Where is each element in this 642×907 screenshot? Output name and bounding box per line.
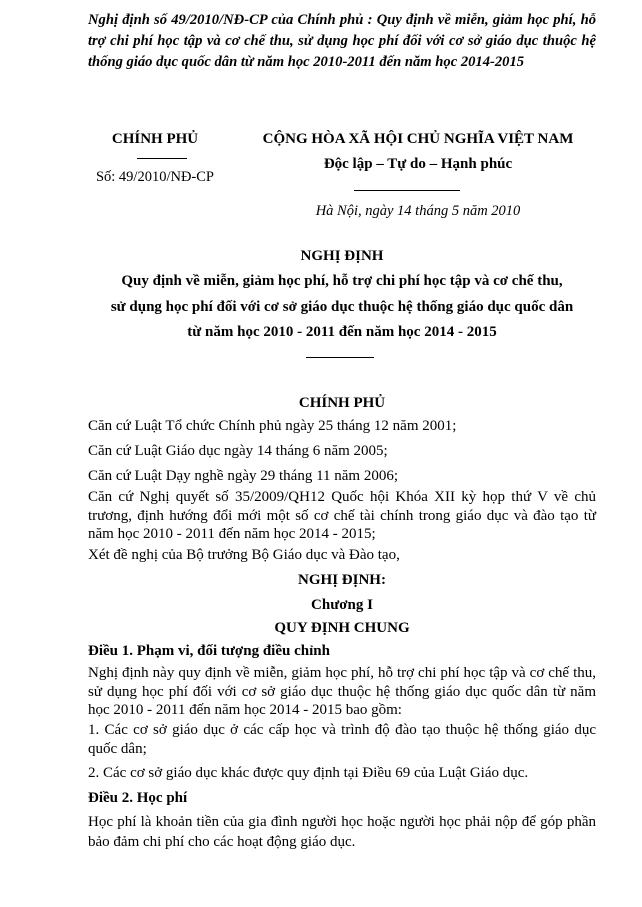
preamble-heading: CHÍNH PHỦ bbox=[298, 395, 386, 411]
article-1-item-1: 1. Các cơ sở giáo dục ở các cấp học và trình độ đào tạo thuộc hệ thống giáo dục quốc dân; bbox=[88, 722, 596, 757]
decree-subtitle-line-3: từ năm học 2010 - 2011 đến năm học 2014 - 2015 bbox=[187, 324, 497, 340]
issuer-underline bbox=[137, 158, 187, 159]
country-name: CỘNG HÒA XÃ HỘI CHỦ NGHĨA VIỆT NAM bbox=[262, 131, 574, 147]
issuer-name: CHÍNH PHỦ bbox=[111, 131, 199, 147]
decree-number: Số: 49/2010/NĐ-CP bbox=[95, 169, 215, 185]
decrees-label: NGHỊ ĐỊNH: bbox=[298, 572, 386, 588]
national-motto: Độc lập – Tự do – Hạnh phúc bbox=[323, 156, 513, 172]
legal-basis-1: Căn cứ Luật Tổ chức Chính phủ ngày 25 tháng 12 năm 2001; bbox=[88, 418, 457, 434]
article-2-title: Điều 2. Học phí bbox=[88, 790, 188, 806]
title-underline bbox=[306, 357, 374, 358]
motto-underline bbox=[354, 190, 460, 191]
article-1-item-2: 2. Các cơ sở giáo dục khác được quy định tại Điều 69 của Luật Giáo dục. bbox=[88, 765, 529, 781]
legal-basis-2: Căn cứ Luật Giáo dục ngày 14 tháng 6 năm 2005; bbox=[88, 443, 388, 459]
proposal-line: Xét đề nghị của Bộ trưởng Bộ Giáo dục và Đào tạo, bbox=[88, 547, 400, 563]
article-1-title: Điều 1. Phạm vi, đối tượng điều chỉnh bbox=[88, 643, 330, 659]
legal-basis-3: Căn cứ Luật Dạy nghề ngày 29 tháng 11 năm 2006; bbox=[88, 468, 399, 484]
document-title: Nghị định số 49/2010/NĐ-CP của Chính phủ : Quy định về miễn, giảm học phí, hỗ trợ chi phí học tập và cơ chế thu, sử dụng học phí đối với cơ sở giáo dục thuộc hệ thống giáo dục quốc dân từ năm học 2010-2011 đến năm học 2014-2015 bbox=[88, 12, 596, 70]
place-date: Hà Nội, ngày 14 tháng 5 năm 2010 bbox=[315, 203, 521, 219]
chapter-title: QUY ĐỊNH CHUNG bbox=[274, 620, 410, 636]
article-1-intro: Nghị định này quy định về miễn, giảm học phí, hỗ trợ chi phí học tập và cơ chế thu, sử dụng học phí đối với cơ sở giáo dục thuộc hệ thống giáo dục quốc dân từ năm học 2010 - 2011 đến năm học 2014 - 2015 bao gồm: bbox=[88, 665, 596, 718]
chapter-number: Chương I bbox=[311, 597, 373, 613]
decree-subtitle-line-2: sử dụng học phí đối với cơ sở giáo dục thuộc hệ thống giáo dục quốc dân bbox=[110, 299, 574, 315]
article-2-text: Học phí là khoản tiền của gia đình người học hoặc người học phải nộp để góp phần bảo đảm chi phí cho các hoạt động giáo dục. bbox=[88, 814, 596, 850]
decree-heading: NGHỊ ĐỊNH bbox=[300, 248, 384, 264]
legal-basis-4: Căn cứ Nghị quyết số 35/2009/QH12 Quốc hội Khóa XII kỳ họp thứ V về chủ trương, định hướng đổi mới một số cơ chế tài chính trong giáo dục và đào tạo từ năm học 2010 - 2011 đến năm học 2014 - 2015; bbox=[88, 489, 596, 542]
decree-subtitle-line-1: Quy định về miễn, giảm học phí, hỗ trợ chi phí học tập và cơ chế thu, bbox=[121, 273, 563, 289]
